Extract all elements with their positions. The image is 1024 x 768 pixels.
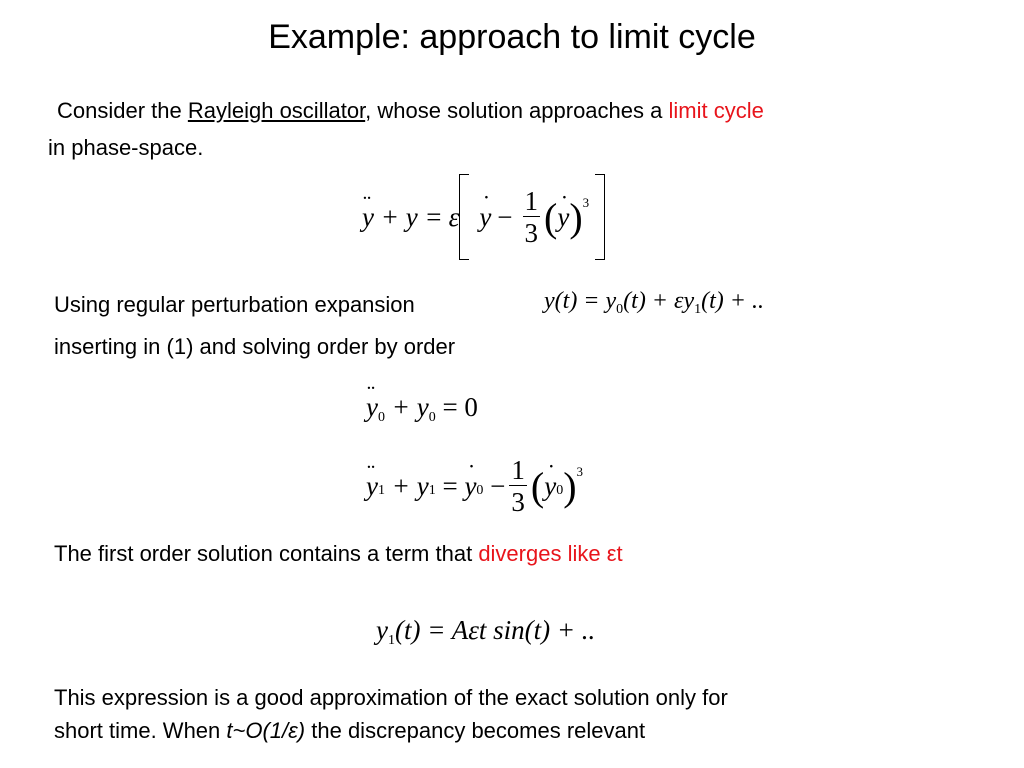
limit-cycle-highlight: limit cycle <box>668 98 764 123</box>
eq-main-close-paren: ) <box>569 194 583 240</box>
order0-yddot: ¨ y <box>366 392 378 423</box>
expansion-tail: (t) + .. <box>701 288 764 314</box>
order1-fraction <box>509 455 527 518</box>
eq-main-lhs: ¨ y + y = <box>362 202 443 233</box>
eq-main-open-paren: ( <box>544 194 558 240</box>
order0-sub-b: 0 <box>428 410 436 425</box>
order1-sub-b: 1 <box>428 483 436 498</box>
order1-sub-c: 0 <box>476 483 484 498</box>
eq-main-epsilon: ε <box>448 201 460 232</box>
intro-line-1 <box>57 94 764 128</box>
diverge-text <box>54 537 623 571</box>
rayleigh-oscillator-link[interactable]: Rayleigh oscillator <box>187 98 366 123</box>
order1-yddot: ¨ y <box>366 471 378 502</box>
conclusion-italic: t~O(1/ε) <box>226 718 306 743</box>
order1-plus: + y <box>384 470 429 501</box>
order1-close-paren: ) <box>563 463 577 509</box>
order0-sub-a: 0 <box>377 410 385 425</box>
intro-line-2: in phase-space. <box>48 135 204 160</box>
eq-main-frac-den: 3 <box>524 217 539 248</box>
solution-sub: 1 <box>387 633 395 648</box>
eq-main-frac-num: 1 <box>524 185 539 216</box>
expansion-equation <box>544 288 764 315</box>
order1-open-paren: ( <box>530 463 545 509</box>
perturbation-text: Using regular perturbation expansion <box>54 292 415 317</box>
conclusion-line-1: This expression is a good approximation of the exact solution only for <box>54 685 728 710</box>
order0-rhs: = 0 <box>435 392 478 422</box>
eq-main-paren-ydot: ˙ y <box>557 202 569 233</box>
rayleigh-equation <box>362 172 605 262</box>
order1-sub-d: 0 <box>556 483 564 498</box>
order1-frac-num: 1 <box>511 454 525 485</box>
eq-main-power: 3 <box>582 195 590 210</box>
diverge-highlight: diverges like εt <box>478 541 623 566</box>
order1-eq: = <box>435 470 465 501</box>
order1-minus: − <box>483 470 506 501</box>
expansion-sub0: 0 <box>616 302 624 317</box>
eq-main-ydot: ˙ y <box>479 202 491 233</box>
diverge-prefix: The first order solution contains a term that <box>54 541 479 566</box>
order-one-equation <box>366 446 583 526</box>
order0-plus: + y <box>384 392 429 422</box>
inserting-text: inserting in (1) and solving order by order <box>54 334 456 359</box>
intro-prefix: Consider the <box>57 98 188 123</box>
intro-middle: , whose solution approaches a <box>365 98 669 123</box>
expansion-lhs: y(t) = y <box>544 288 617 314</box>
solution-rest: (t) = Aεt sin(t) + .. <box>394 615 596 645</box>
expansion-sub1: 1 <box>694 302 702 317</box>
order1-frac-den: 3 <box>511 486 525 517</box>
order1-paren-ydot: ˙ y <box>544 471 556 502</box>
conclusion-prefix: short time. When <box>54 718 227 743</box>
order1-ydot: ˙ y <box>464 471 476 502</box>
right-bracket <box>595 174 605 260</box>
slide-title: Example: approach to limit cycle <box>268 18 756 56</box>
solution-y: y <box>376 615 388 645</box>
order-zero-equation <box>366 392 478 423</box>
expansion-mid: (t) + εy <box>623 288 695 314</box>
conclusion-line-2 <box>54 714 645 748</box>
order1-power: 3 <box>576 464 584 479</box>
first-order-solution <box>376 615 595 646</box>
conclusion-suffix: the discrepancy becomes relevant <box>305 718 646 743</box>
order1-sub-a: 1 <box>377 483 385 498</box>
left-bracket <box>459 174 469 260</box>
eq-main-fraction <box>523 186 541 249</box>
eq-main-minus: − <box>497 201 513 232</box>
